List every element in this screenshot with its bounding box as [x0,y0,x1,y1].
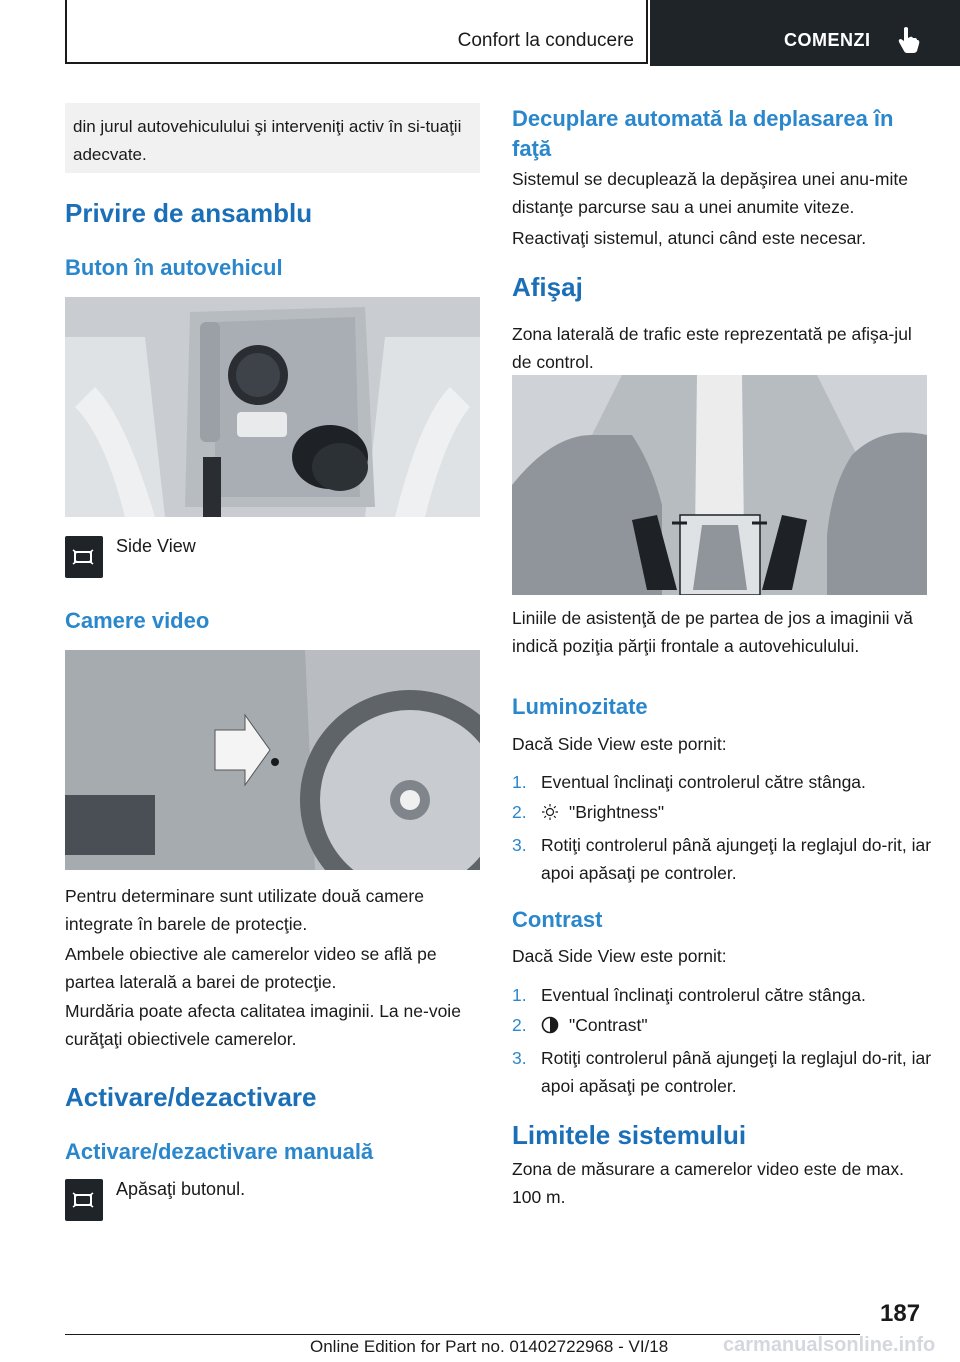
list-item: 3. Rotiţi controlerul până ajungeţi la reglajul do‐rit, iar apoi apăsaţi pe controler. [512,1048,932,1096]
watermark: carmanualsonline.info [723,1334,936,1356]
header-section-title: Confort la conducere [457,30,634,51]
side-view-display-illustration [512,375,927,595]
brightness-intro: Dacă Side View este pornit: [512,734,727,754]
footer-edition: Online Edition for Part no. 01402722968 - VI/18 [310,1337,669,1356]
bumper-camera-photo [65,650,480,870]
contrast-icon [541,1014,559,1042]
list-item: 2. "Brightness" [512,798,932,829]
decouple-paragraph-2: Reactivaţi sistemul, atunci când este necesar. [512,228,867,248]
cameras-paragraph-1: Pentru determinare sunt utilizate două camere integrate în barele de protecţie. [65,886,424,934]
heading-display: Afişaj [512,272,583,302]
decouple-paragraph-1: Sistemul se decuplează la depăşirea unei anu‐mite distanţe parcurse sau a unei anumite viteze. [512,169,908,217]
header-chapter-label: COMENZI [784,30,871,50]
heading-brightness: Luminozitate [512,694,648,719]
list-item: 2. "Contrast" [512,1011,932,1042]
list-item: 3. Rotiţi controlerul până ajungeţi la reglajul do‐rit, iar apoi apăsaţi pe controler. [512,835,932,883]
display-paragraph-1: Zona laterală de trafic este reprezentată pe afişa‐jul de control. [512,324,912,372]
limits-paragraph: Zona de măsurare a camerelor video este de max. 100 m. [512,1159,904,1207]
display-paragraph-2: Liniile de asistenţă de pe partea de jos a imaginii vă indică poziţia părţii frontale a autovehiculului. [512,608,913,656]
side-view-caption: Side View [116,536,196,556]
sun-icon [541,801,559,829]
heading-overview: Privire de ansamblu [65,198,313,228]
contrast-steps [512,981,932,1102]
contrast-intro: Dacă Side View este pornit: [512,946,727,966]
cameras-paragraph-2: Ambele obiective ale camerelor video se află pe partea laterală a barei de protecţie. [65,944,437,992]
press-button-caption: Apăsaţi butonul. [116,1179,246,1199]
header-section-box [65,0,648,64]
header-chapter-tab[interactable] [650,0,960,66]
heading-auto-decouple: Decuplare automată la deplasarea în faţă [512,106,894,161]
heading-system-limits: Limitele sistemului [512,1120,747,1150]
heading-button-in-vehicle: Buton în autovehicul [65,255,283,280]
brightness-steps [512,768,932,889]
hand-pointer-icon [896,26,922,59]
heading-cameras: Camere video [65,608,210,633]
page-number: 187 [880,1300,921,1327]
side-view-button-icon-2 [65,1179,103,1221]
list-item: 1. Eventual înclinaţi controlerul către stânga. [512,772,866,792]
heading-activation: Activare/dezactivare [65,1082,317,1112]
list-item: 1. Eventual înclinaţi controlerul către stânga. [512,985,866,1005]
side-view-button-icon [65,536,103,578]
console-button-photo [65,297,480,517]
intro-note-box: din jurul autovehiculului şi interveniţi activ în si‐tuaţii adecvate. [65,103,480,173]
cameras-paragraph-3: Murdăria poate afecta calitatea imaginii. La ne‐voie curăţaţi obiectivele camerelor. [65,1001,461,1049]
heading-manual-activation: Activare/dezactivare manuală [65,1139,374,1164]
heading-contrast: Contrast [512,907,603,932]
